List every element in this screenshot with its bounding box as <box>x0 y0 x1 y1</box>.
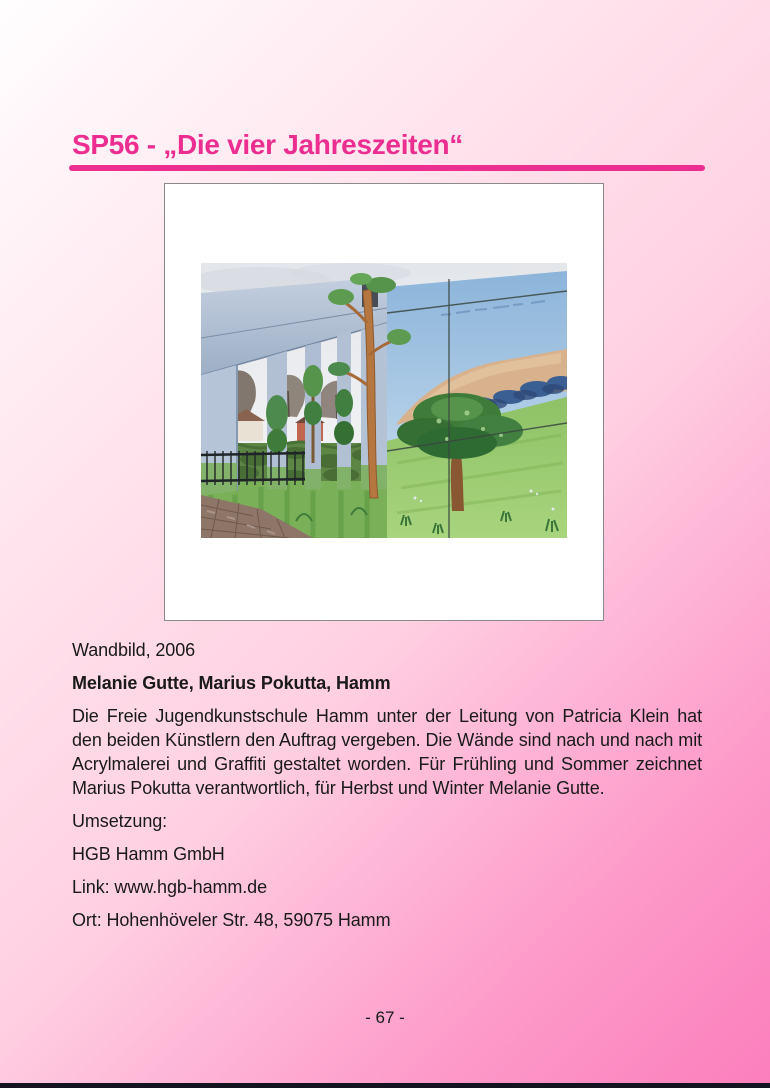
implementation-company: HGB Hamm GmbH <box>72 844 225 864</box>
artwork-link: Link: www.hgb-hamm.de <box>72 877 267 897</box>
title-underline <box>69 165 705 171</box>
artwork-description: Die Freie Jugendkunstschule Hamm unter der Leitung von Patricia Klein hat den beiden Künstlern den Auftrag vergeben. Die Wände sind nach und nach mit Acrylmalerei und Graffiti gestaltet worden. Für Frühling und Sommer zeichnet Marius Pokutta verantwortlich, für Herbst und Winter Melanie Gutte. <box>72 706 702 798</box>
pillar-structure <box>201 273 411 498</box>
painted-wall-right <box>387 271 567 538</box>
artwork-type-year: Wandbild, 2006 <box>72 640 196 660</box>
footer-bar <box>0 1083 770 1088</box>
page-number: - 67 - <box>365 1008 405 1027</box>
artwork-details <box>72 638 702 941</box>
photo-frame <box>164 183 604 621</box>
mural-photo <box>201 263 567 538</box>
implementation-label: Umsetzung: <box>72 811 168 831</box>
artwork-location: Ort: Hohenhöveler Str. 48, 59075 Hamm <box>72 910 391 930</box>
page-title: SP56 - „Die vier Jahreszeiten“ <box>72 129 463 160</box>
artwork-artists: Melanie Gutte, Marius Pokutta, Hamm <box>72 673 391 693</box>
